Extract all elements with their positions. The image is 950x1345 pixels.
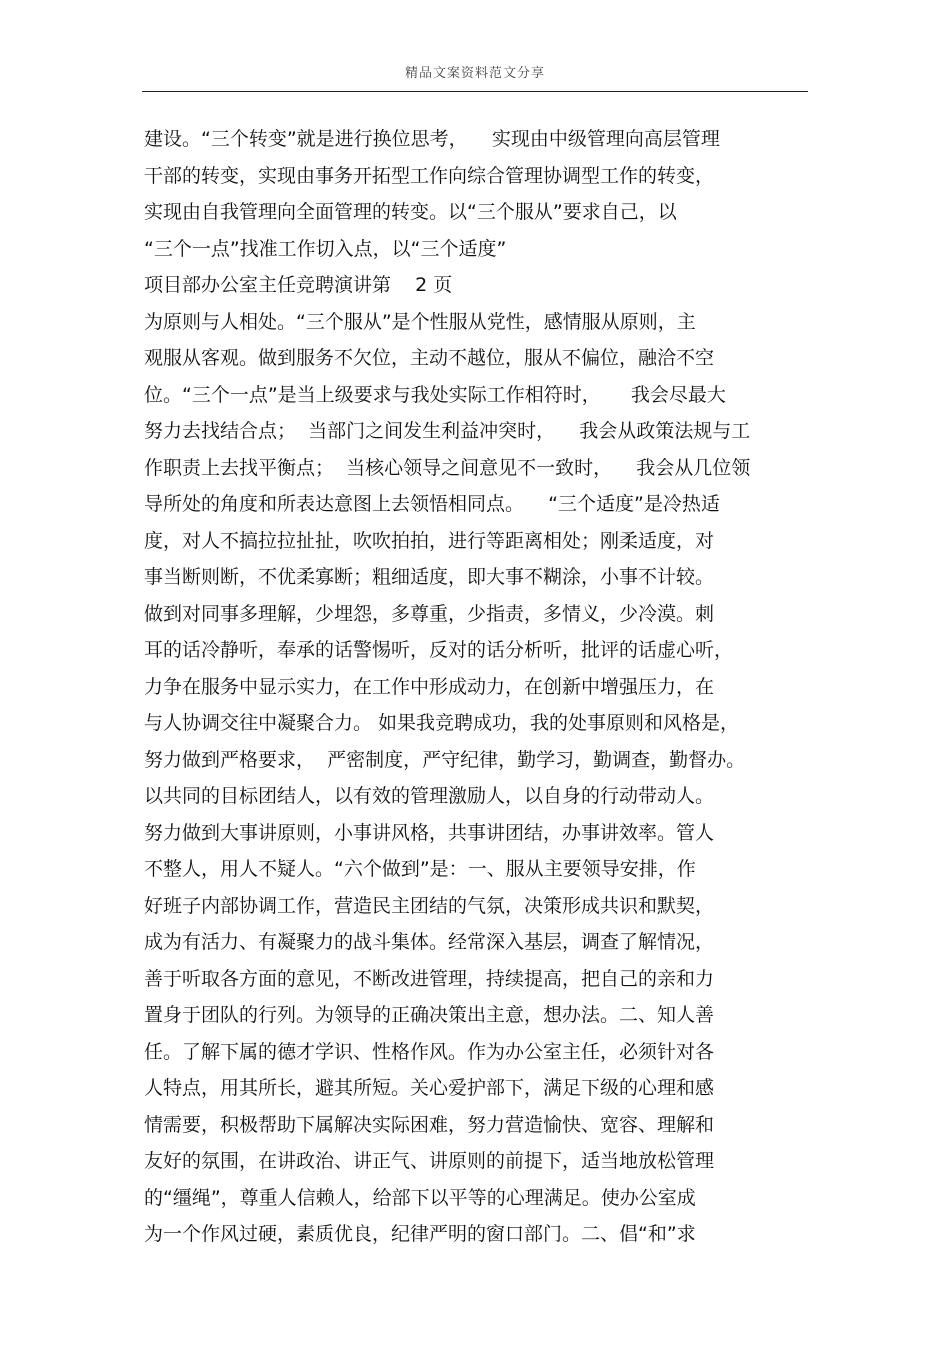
text-line: 导所处的角度和所表达意图上去领悟相同点。 “三个适度”是冷热适 — [144, 493, 720, 515]
text-line: 干部的转变，实现由事务开拓型工作向综合管理协调型工作的转变， — [144, 164, 715, 187]
text-line: 耳的话冷静听，奉承的话警惕听，反对的话分析听，批评的话虚心听， — [144, 639, 734, 661]
text-line: 为一个作风过硬，素质优良，纪律严明的窗口部门。二、倡“和”求 — [144, 1223, 696, 1245]
text-line: 与人协调交往中凝聚合力。 如果我竞聘成功，我的处事原则和风格是， — [144, 712, 740, 734]
page-marker-line: 项目部办公室主任竞聘演讲第 2 页 — [144, 274, 453, 296]
text-line: 做到对同事多理解，少埋怨，多尊重，少指责，多情义，少冷漠。刺 — [144, 602, 715, 625]
text-line: 努力做到严格要求， 严密制度，严守纪律，勤学习，勤调查，勤督办。 — [144, 748, 746, 771]
text-line: 实现由自我管理向全面管理的转变。以“三个服从”要求自己，以 — [144, 201, 677, 223]
text-line: 以共同的目标团结人，以有效的管理激励人，以自身的行动带动人。 — [144, 785, 715, 807]
text-line: 力争在服务中显示实力，在工作中形成动力，在创新中增强压力，在 — [144, 675, 715, 698]
page-header-title: 精品文案资料范文分享 — [404, 66, 545, 81]
text-line: 为原则与人相处。“三个服从”是个性服从党性，感情服从原则，主 — [144, 310, 696, 333]
text-line: 情需要，积极帮助下属解决实际困难，努力营造愉快、宽容、理解和 — [144, 1113, 715, 1136]
text-line: 人特点，用其所长，避其所短。关心爱护部下，满足下级的心理和感 — [144, 1077, 715, 1099]
text-line: 任。了解下属的德才学识、性格作风。作为办公室主任，必须针对各 — [144, 1040, 715, 1063]
text-line: 努力去找结合点； 当部门之间发生利益冲突时， 我会从政策法规与工 — [144, 420, 751, 442]
text-line: 不整人，用人不疑人。“六个做到”是：一、服从主要领导安排，作 — [144, 858, 696, 880]
text-line: 度，对人不搞拉拉扯扯，吹吹拍拍，进行等距离相处；刚柔适度，对 — [144, 529, 715, 552]
text-line: 成为有活力、有凝聚力的战斗集体。经常深入基层，调查了解情况， — [144, 931, 715, 953]
text-line: 建设。“三个转变”就是进行换位思考， 实现由中级管理向高层管理 — [144, 128, 720, 150]
text-line: 位。“三个一点”是当上级要求与我处实际工作相符时， 我会尽最大 — [144, 383, 726, 406]
text-line: 的“缰绳”，尊重人信赖人，给部下以平等的心理满足。使办公室成 — [144, 1186, 696, 1209]
text-line: “三个一点”找准工作切入点，以“三个适度” — [144, 237, 507, 260]
text-line: 置身于团队的行列。为领导的正确决策出主意，想办法。二、知人善 — [144, 1004, 715, 1026]
document-body — [144, 121, 844, 1253]
text-line: 观服从客观。做到服务不欠位，主动不越位，服从不偏位，融洽不空 — [144, 347, 715, 369]
text-line: 事当断则断，不优柔寡断；粗细适度，即大事不糊涂，小事不计较。 — [144, 566, 715, 588]
text-line: 友好的氛围，在讲政治、讲正气、讲原则的前提下，适当地放松管理 — [144, 1150, 715, 1172]
text-line: 努力做到大事讲原则，小事讲风格，共事讲团结，办事讲效率。管人 — [144, 821, 715, 844]
text-line: 善于听取各方面的意见，不断改进管理，持续提高，把自己的亲和力 — [144, 967, 715, 990]
header-divider — [142, 91, 808, 92]
text-line: 好班子内部协调工作，营造民主团结的气氛，决策形成共识和默契， — [144, 894, 715, 917]
text-line: 作职责上去找平衡点； 当核心领导之间意见不一致时， 我会从几位领 — [144, 456, 751, 479]
